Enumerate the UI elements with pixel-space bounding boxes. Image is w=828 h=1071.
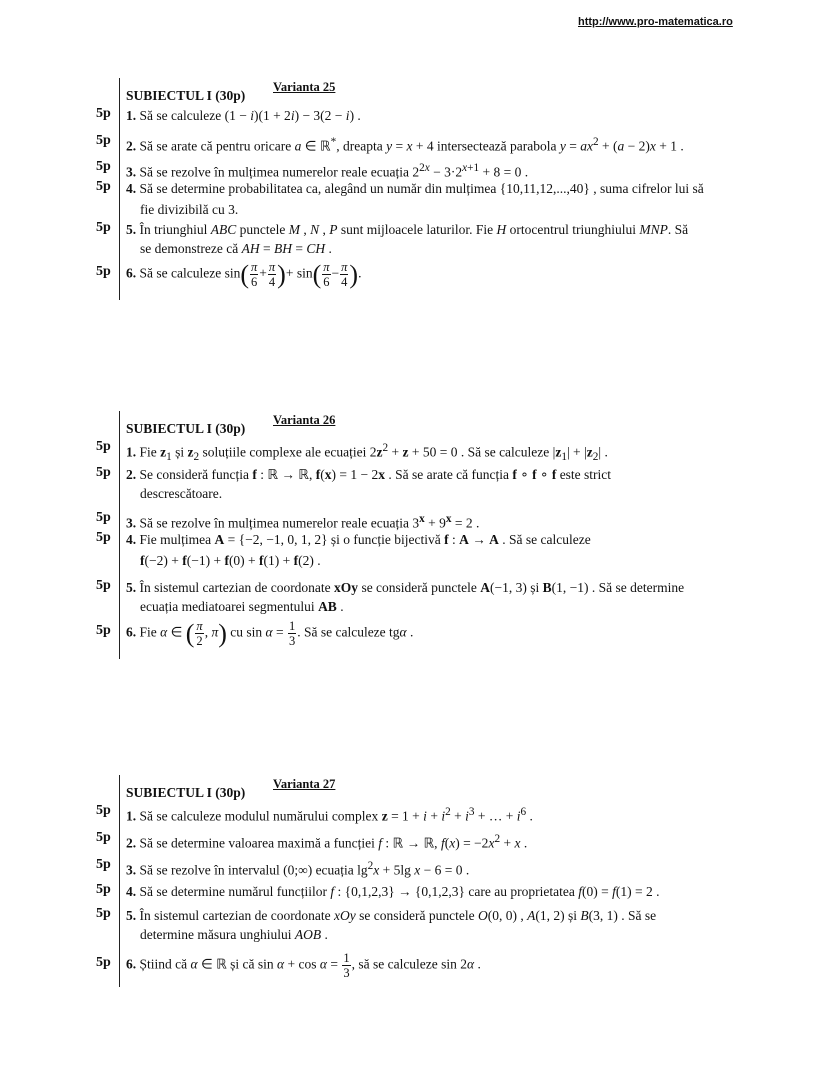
section-varianta-25 [88, 78, 768, 308]
problem-text: 1. Să se calculeze modulul numărului complex $z = 1 + i + i^2 + i^3$ + … + $i^6$ . [126, 806, 533, 824]
points-label: 5p [96, 439, 111, 454]
problem-text: 6. Să se calculeze sin( $\frac{\pi}{6}$ + $\frac{\pi}{4}$ )+ sin( $\frac{\pi}{6}$ − $\frac{\pi}{4}$ ). [126, 260, 362, 289]
problem-text: 3. Să se rezolve în mulțimea numerelor reale ecuația $2^{2x} - 3\cdot 2^{x+1} + 8 = 0$ . [126, 162, 529, 180]
section-varianta-26 [88, 411, 768, 661]
points-label: 5p [96, 106, 111, 121]
site-url[interactable]: http://www.pro-matematica.ro [578, 16, 733, 28]
subiect-title: SUBIECTUL I (30p) [126, 88, 246, 103]
problem-continuation: descrescătoare. [140, 486, 223, 501]
problem-text: 3. Să se rezolve în mulțimea numerelor reale ecuația $3^x + 9^x = 2$ . [126, 513, 480, 531]
section-varianta-27 [88, 775, 768, 995]
subiect-title: SUBIECTUL I (30p) [126, 785, 246, 800]
problem-text: 5. În sistemul cartezian de coordonate xOy se consideră punctele O(0, 0) , A(1, 2) și B(3, 1) . Să se [126, 908, 657, 923]
varianta-title: Varianta 27 [273, 777, 336, 791]
points-label: 5p [96, 530, 111, 545]
points-label: 5p [96, 264, 111, 279]
points-label: 5p [96, 803, 111, 818]
left-rule [119, 775, 120, 987]
problem-text: 2. Să se determine valoarea maximă a funcției f : ℝ → ℝ, $f(x) = -2x^2 + x$ . [126, 833, 528, 851]
problem-continuation: f(−2) + f(−1) + f(0) + f(1) + f(2) . [140, 553, 321, 568]
problem-text: 3. Să se rezolve în intervalul (0;∞) ecuația $\lg^2x + 5\lg$ x − 6 = 0 . [126, 860, 470, 878]
points-label: 5p [96, 906, 111, 921]
problem-text: 4. Să se determine numărul funcțiilor f : {0,1,2,3} → {0,1,2,3} care au proprietatea f(0) = f(1) = 2 . [126, 884, 660, 899]
problem-text: 5. În triunghiul ABC punctele M , N , P sunt mijloacele laturilor. Fie H ortocentrul triunghiului MNP. Să [126, 222, 689, 237]
varianta-title: Varianta 26 [273, 413, 336, 427]
points-label: 5p [96, 857, 111, 872]
points-label: 5p [96, 830, 111, 845]
left-rule [119, 78, 120, 300]
points-label: 5p [96, 578, 111, 593]
left-rule [119, 411, 120, 659]
problem-continuation: determine măsura unghiului AOB . [140, 927, 328, 942]
problem-text: 6. Fie α ∈ ( $\frac{\pi}{2}$ , π) cu sin α = $\frac{1}{3}$ . Să se calculeze tgα . [126, 619, 414, 648]
problem-continuation: fie divizibilă cu 3. [140, 202, 239, 217]
points-label: 5p [96, 955, 111, 970]
problem-continuation: se demonstreze că AH = BH = CH . [140, 241, 332, 256]
problem-text: 1. Fie $z_1$ și $z_2$ soluțiile complexe ale ecuației $2z^2 + z + 50 = 0$ . Să se calculeze $|z_1| + |z_2|$ . [126, 442, 608, 464]
problem-text: 1. Să se calculeze (1 − i)(1 + 2i) − 3(2 − i) . [126, 108, 361, 123]
problem-text: 6. Știind că α ∈ ℝ și că sin α + cos α = $\frac{1}{3}$ , să se calculeze sin 2α . [126, 951, 481, 980]
points-label: 5p [96, 179, 111, 194]
problem-continuation: ecuația mediatoarei segmentului AB . [140, 599, 344, 614]
problem-text: 2. Se consideră funcția f : ℝ → ℝ, f(x) = 1 − 2x . Să se arate că funcția f ∘ f ∘ f este strict [126, 467, 612, 482]
problem-text: 4. Fie mulțimea A = {−2, −1, 0, 1, 2} și o funcție bijectivă f : A → A . Să se calculeze [126, 532, 591, 547]
points-label: 5p [96, 882, 111, 897]
points-label: 5p [96, 133, 111, 148]
subiect-title: SUBIECTUL I (30p) [126, 421, 246, 436]
points-label: 5p [96, 465, 111, 480]
problem-text: 2. Să se arate că pentru oricare a ∈ ℝ*, dreapta y = x + 4 intersectează parabola $y = ax^2 + (a - 2)x + 1$ . [126, 136, 684, 154]
problem-text: 5. În sistemul cartezian de coordonate xOy se consideră punctele A(−1, 3) și B(1, −1) . Să se determine [126, 580, 685, 595]
points-label: 5p [96, 623, 111, 638]
points-label: 5p [96, 220, 111, 235]
problem-text: 4. Să se determine probabilitatea ca, alegând un număr din mulțimea {10,11,12,...,40} , suma cifrelor lui să [126, 181, 704, 196]
varianta-title: Varianta 25 [273, 80, 336, 94]
points-label: 5p [96, 159, 111, 174]
points-label: 5p [96, 510, 111, 525]
